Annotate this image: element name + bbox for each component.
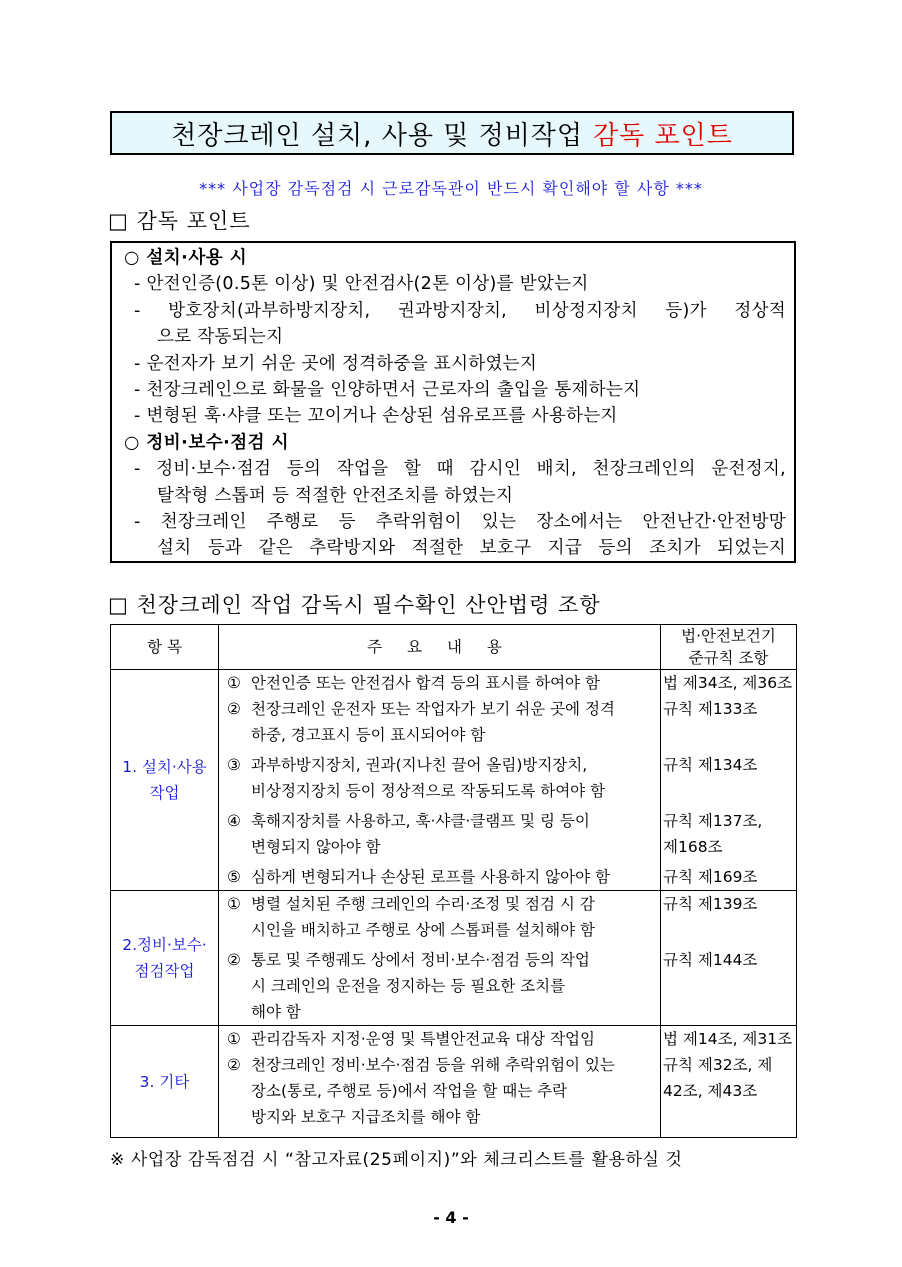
item-number: ② (227, 700, 241, 718)
item-line: 시인을 배치하고 주행로 상에 스톱퍼를 설치해야 함 (251, 921, 595, 939)
category-line: 2.정비·보수· (122, 936, 207, 954)
section-heading-points: □ 감독 포인트 (108, 209, 251, 233)
content-item (227, 808, 658, 860)
item-line: 시 크레인의 운전을 정지하는 등 필요한 조치를 (251, 977, 566, 995)
header-content-label: 주 요 내 용 (367, 638, 512, 656)
item-number: ① (227, 895, 241, 913)
item-number: ① (227, 1030, 241, 1048)
point-item: - 정비·보수·점검 등의 작업을 할 때 감시인 배치, 천장크레인의 운전정지, (134, 459, 786, 480)
header-reference-line: 법·안전보건기 (681, 627, 776, 645)
ref-line: 제168조 (663, 838, 723, 856)
item-number: ⑤ (227, 868, 241, 886)
point-item: - 방호장치(과부하방지장치, 권과방지장치, 비상정지장치 등)가 정상적 (134, 300, 786, 321)
subtitle: *** 사업장 감독점검 시 근로감독관이 반드시 확인해야 할 사항 *** (199, 179, 703, 198)
title-accent: 감독 포인트 (593, 120, 733, 151)
item-line: 하중, 경고표시 등이 표시되어야 함 (251, 726, 486, 744)
point-item: - 변형된 훅·샤클 또는 꼬이거나 손상된 섬유로프를 사용하는지 (134, 406, 618, 427)
category-line: 3. 기타 (139, 1072, 190, 1091)
category-line: 작업 (149, 784, 180, 802)
item-number: ① (227, 674, 241, 692)
item-line: 천장크레인 운전자 또는 작업자가 보기 쉬운 곳에 정격 (251, 700, 615, 718)
header-category: 항 목 (111, 625, 219, 670)
item-number: ④ (227, 812, 241, 830)
content-item (227, 864, 658, 890)
header-reference-line: 준규칙 조항 (688, 649, 769, 667)
title-main: 천장크레인 설치, 사용 및 정비작업 (171, 120, 584, 151)
point-item: - 안전인증(0.5톤 이상) 및 안전검사(2톤 이상)를 받았는지 (134, 274, 589, 295)
page-title (110, 111, 794, 155)
ref-line: 법 제14조, 제31조 (663, 1030, 793, 1048)
group-title-install: ○ 설치·사용 시 (124, 248, 248, 268)
footnote: ※ 사업장 감독점검 시 “참고자료(25페이지)”와 체크리스트를 활용하실 것 (110, 1150, 683, 1170)
content-item (227, 947, 658, 1025)
point-item: - 운전자가 보기 쉬운 곳에 정격하중을 표시하였는지 (134, 353, 538, 374)
point-item-cont: 탈착형 스톱퍼 등 적절한 안전조치를 하였는지 (157, 485, 514, 506)
law-table (110, 624, 797, 1138)
item-line: 변형되지 않아야 함 (251, 838, 381, 856)
content-item (227, 1026, 658, 1052)
item-line: 비상정지장치 등이 정상적으로 작동되도록 하여야 함 (251, 782, 606, 800)
ref-line (663, 722, 794, 748)
item-line: 과부하방지장치, 권과(지나친 끌어 올림)방지장치, (251, 756, 588, 774)
point-item-cont: 설치 등과 같은 추락방지와 적절한 보호구 지급 등의 조치가 되었는지 (157, 538, 786, 559)
ref-line: 규칙 제133조 (663, 700, 758, 718)
content-item (227, 891, 658, 943)
ref-line: 규칙 제169조 (663, 868, 758, 886)
item-line: 훅해지장치를 사용하고, 훅·샤클·클램프 및 링 등이 (251, 812, 590, 830)
header-content (219, 625, 661, 670)
ref-line: 법 제34조, 제36조 (663, 674, 793, 692)
ref-line (663, 917, 794, 943)
row-category (111, 891, 219, 1026)
row-content (219, 1026, 661, 1138)
item-line: 통로 및 주행궤도 상에서 정비·보수·점검 등의 작업 (251, 951, 590, 969)
table-row (111, 891, 797, 1026)
item-line: 천장크레인 정비·보수·점검 등을 위해 추락위험이 있는 (251, 1056, 615, 1074)
group-title-maintenance: ○ 정비·보수·점검 시 (124, 432, 290, 453)
table-header-row (111, 625, 797, 670)
header-reference (661, 625, 797, 670)
row-category (111, 670, 219, 891)
row-content (219, 891, 661, 1026)
row-reference (661, 891, 797, 1026)
ref-line: 규칙 제139조 (663, 895, 758, 913)
section-heading-laws: □ 천장크레인 작업 감독시 필수확인 산안법령 조항 (108, 593, 601, 617)
item-line: 심하게 변형되거나 손상된 로프를 사용하지 않아야 함 (251, 868, 610, 886)
category-line: 점검작업 (134, 962, 195, 980)
item-line: 관리감독자 지정·운영 및 특별안전교육 대상 작업임 (251, 1030, 595, 1048)
ref-line: 규칙 제137조, (663, 812, 763, 830)
point-item: - 천장크레인 주행로 등 추락위험이 있는 장소에서는 안전난간·안전방망 (134, 512, 786, 533)
ref-line: 42조, 제43조 (663, 1082, 758, 1100)
row-reference (661, 1026, 797, 1138)
point-item: - 천장크레인으로 화물을 인양하면서 근로자의 출입을 통제하는지 (134, 380, 641, 401)
row-reference (661, 670, 797, 891)
table-row (111, 1026, 797, 1138)
item-line: 병렬 설치된 주행 크레인의 수리·조정 및 점검 시 감 (251, 895, 595, 913)
item-line: 해야 함 (251, 1003, 301, 1021)
page-number: - 4 - (433, 1208, 469, 1227)
ref-line (663, 778, 794, 804)
content-item (227, 696, 658, 748)
row-content (219, 670, 661, 891)
item-line: 장소(통로, 주행로 등)에서 작업을 할 때는 추락 (251, 1082, 568, 1100)
item-line: 안전인증 또는 안전검사 합격 등의 표시를 하여야 함 (251, 674, 600, 692)
item-line: 방지와 보호구 지급조치를 해야 함 (251, 1108, 481, 1126)
points-box (110, 241, 796, 563)
table-row (111, 670, 797, 891)
row-category (111, 1026, 219, 1138)
point-item-cont: 으로 작동되는지 (157, 327, 284, 348)
category-line: 1. 설치·사용 (122, 758, 207, 776)
content-item (227, 1052, 658, 1130)
content-item (227, 670, 658, 696)
item-number: ③ (227, 756, 241, 774)
ref-line: 규칙 제144조 (663, 951, 758, 969)
item-number: ② (227, 1056, 241, 1074)
ref-line: 규칙 제32조, 제 (663, 1056, 773, 1074)
item-number: ② (227, 951, 241, 969)
ref-line: 규칙 제134조 (663, 756, 758, 774)
content-item (227, 752, 658, 804)
